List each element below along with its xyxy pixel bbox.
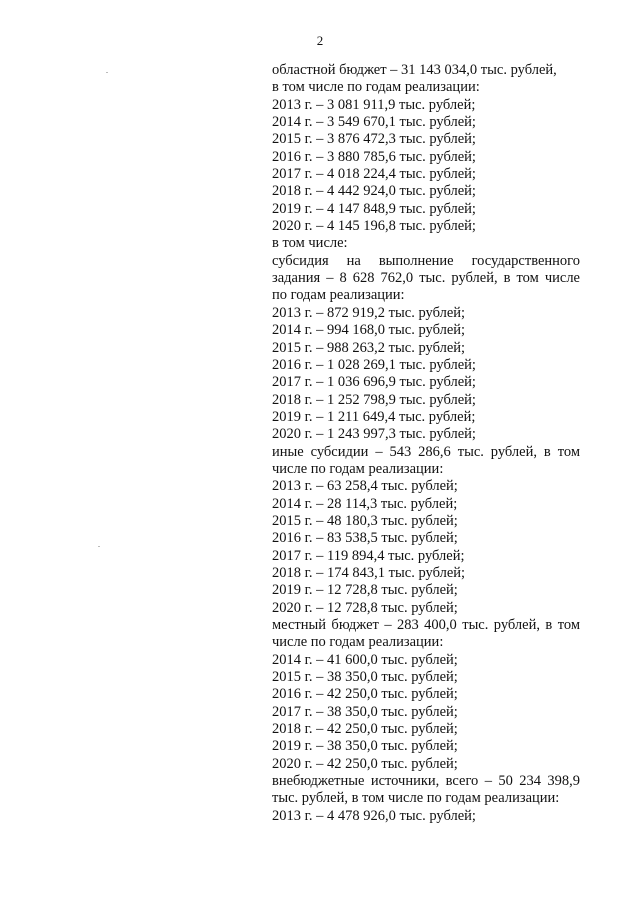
text-line: 2019 г. – 4 147 848,9 тыс. рублей; [272, 200, 476, 217]
text-line: 2016 г. – 42 250,0 тыс. рублей; [272, 686, 458, 703]
text-line: 2020 г. – 12 728,8 тыс. рублей; [272, 599, 458, 616]
text-line: 2020 г. – 1 243 997,3 тыс. рублей; [272, 426, 476, 443]
scan-speck [106, 72, 108, 73]
text-line: в том числе по годам реализации: [272, 79, 480, 96]
text-line: 2020 г. – 4 145 196,8 тыс. рублей; [272, 218, 476, 235]
text-line: 2017 г. – 1 036 696,9 тыс. рублей; [272, 374, 476, 391]
page-number: 2 [316, 33, 324, 48]
text-line: 2015 г. – 48 180,3 тыс. рублей; [272, 512, 458, 529]
text-line: 2015 г. – 988 263,2 тыс. рублей; [272, 339, 466, 356]
text-line: субсидия на выполнение государственного [272, 252, 580, 269]
text-line: 2017 г. – 119 894,4 тыс. рублей; [272, 547, 465, 564]
text-line: 2018 г. – 4 442 924,0 тыс. рублей; [272, 183, 476, 200]
text-line: 2014 г. – 41 600,0 тыс. рублей; [272, 651, 458, 668]
text-line: 2016 г. – 3 880 785,6 тыс. рублей; [272, 148, 476, 165]
text-line: 2017 г. – 38 350,0 тыс. рублей; [272, 703, 458, 720]
text-line: 2019 г. – 38 350,0 тыс. рублей; [272, 738, 458, 755]
text-line: 2020 г. – 42 250,0 тыс. рублей; [272, 755, 458, 772]
budget-text-block [272, 62, 580, 825]
text-line: внебюджетные источники, всего – 50 234 398,9 [272, 773, 580, 790]
text-line: 2019 г. – 1 211 649,4 тыс. рублей; [272, 408, 476, 425]
text-line: 2018 г. – 1 252 798,9 тыс. рублей; [272, 391, 476, 408]
scan-speck [98, 546, 100, 547]
text-line: 2013 г. – 63 258,4 тыс. рублей; [272, 478, 458, 495]
text-line: 2016 г. – 83 538,5 тыс. рублей; [272, 530, 458, 547]
text-line: 2018 г. – 174 843,1 тыс. рублей; [272, 564, 466, 581]
text-line: числе по годам реализации: [272, 634, 444, 651]
text-line: 2014 г. – 994 168,0 тыс. рублей; [272, 322, 466, 339]
text-line: по годам реализации: [272, 287, 405, 304]
text-line: 2014 г. – 3 549 670,1 тыс. рублей; [272, 114, 476, 131]
text-line: областной бюджет – 31 143 034,0 тыс. рублей, [272, 62, 557, 78]
text-line: 2017 г. – 4 018 224,4 тыс. рублей; [272, 166, 476, 183]
text-line: иные субсидии – 543 286,6 тыс. рублей, в том [272, 443, 580, 460]
text-line: 2014 г. – 28 114,3 тыс. рублей; [272, 495, 458, 512]
text-line: 2013 г. – 3 081 911,9 тыс. рублей; [272, 96, 476, 113]
text-line: 2015 г. – 3 876 472,3 тыс. рублей; [272, 131, 476, 148]
text-line: числе по годам реализации: [272, 460, 444, 477]
text-line: 2015 г. – 38 350,0 тыс. рублей; [272, 669, 458, 686]
text-line: местный бюджет – 283 400,0 тыс. рублей, в том [272, 617, 580, 633]
text-line: задания – 8 628 762,0 тыс. рублей, в том числе [272, 270, 580, 287]
text-line: 2019 г. – 12 728,8 тыс. рублей; [272, 582, 458, 599]
text-line: в том числе: [272, 235, 348, 252]
text-line: 2018 г. – 42 250,0 тыс. рублей; [272, 721, 458, 738]
text-line: тыс. рублей, в том числе по годам реализации: [272, 790, 560, 807]
text-line: 2016 г. – 1 028 269,1 тыс. рублей; [272, 356, 476, 373]
text-line: 2013 г. – 872 919,2 тыс. рублей; [272, 304, 466, 321]
text-line: 2013 г. – 4 478 926,0 тыс. рублей; [272, 807, 476, 824]
